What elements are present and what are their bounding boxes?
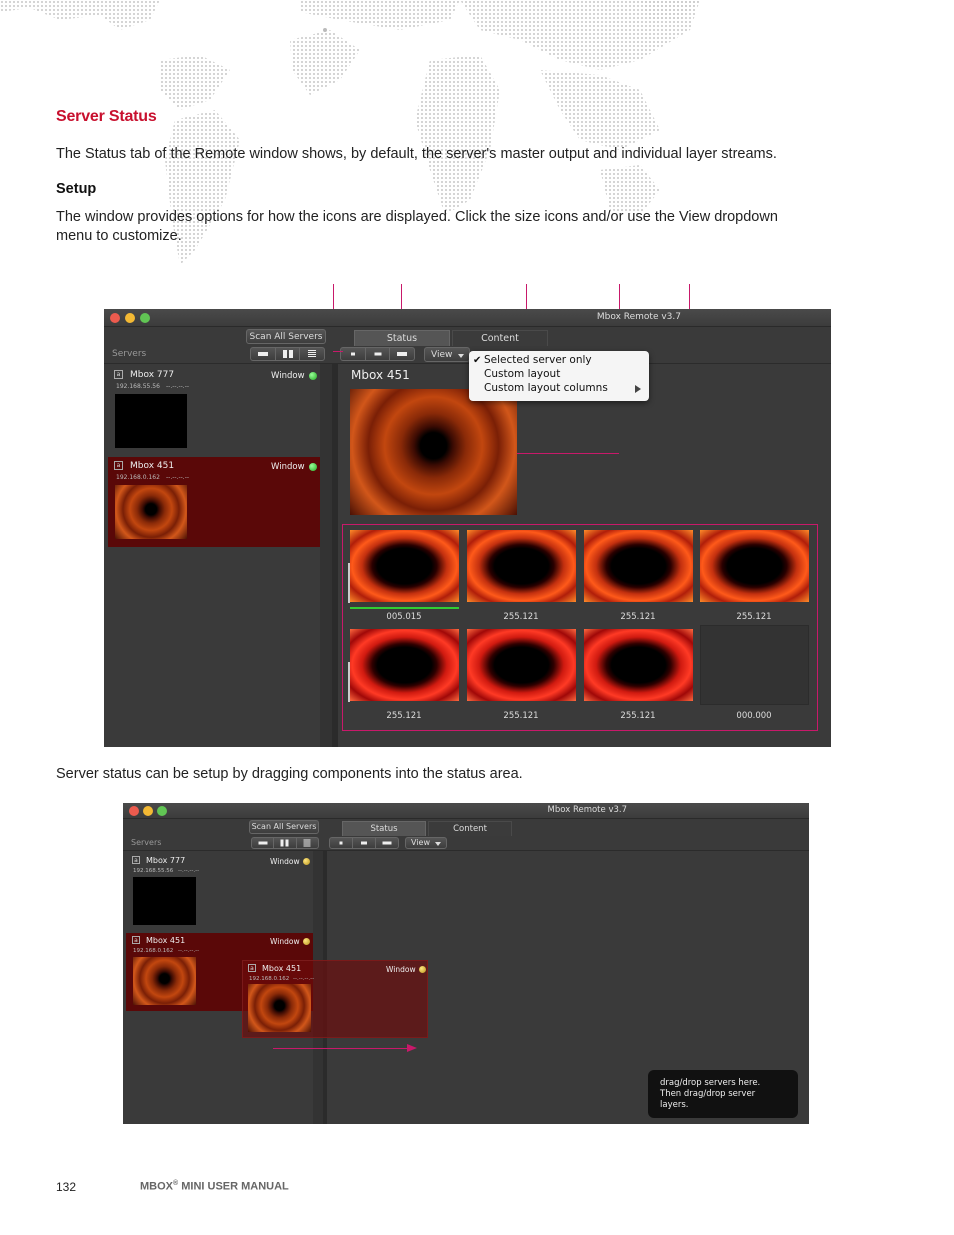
chevron-down-icon: [435, 842, 441, 846]
tab-content[interactable]: Content: [452, 330, 548, 346]
menu-item-selected-server-only[interactable]: Selected server only: [484, 354, 592, 366]
layer-value: 255.121: [620, 612, 656, 622]
layer-4-stream: [700, 530, 809, 602]
layer-1-progress: [350, 607, 459, 609]
server-mask: --.--.--.--: [178, 948, 200, 954]
main-size-icons[interactable]: [340, 347, 415, 361]
window-toggle-label[interactable]: Window: [270, 857, 300, 866]
server-ip: 192.168.0.162: [116, 474, 160, 481]
layer-value: 255.121: [503, 612, 539, 622]
remote-window-screenshot-1: [104, 309, 831, 747]
window-toggle-label: Window: [386, 965, 416, 974]
server-index-icon: a: [114, 461, 123, 470]
server-ip: 192.168.55.56: [133, 868, 174, 874]
large-size-icon[interactable]: [390, 348, 414, 360]
server-thumbnail: [133, 877, 196, 925]
view-dropdown-label: View: [411, 838, 430, 847]
layer-value: 255.121: [736, 612, 772, 622]
minimize-window-button[interactable]: [143, 806, 153, 816]
server-name: Mbox 451: [130, 461, 175, 471]
layer-1-stream: [350, 530, 459, 602]
server-name: Mbox 451: [262, 964, 302, 973]
tab-status[interactable]: Status: [354, 330, 450, 346]
list-size-icon[interactable]: [300, 348, 324, 360]
server-ip: 192.168.55.56: [116, 383, 160, 390]
chevron-down-icon: [458, 354, 464, 358]
footer-manual-title: [140, 1180, 289, 1193]
servers-label: Servers: [131, 838, 162, 847]
footer-brand: MBOX: [140, 1180, 173, 1193]
server-index-icon: a: [132, 856, 140, 864]
main-size-icons[interactable]: [329, 837, 399, 849]
section-heading: Server Status: [56, 108, 157, 125]
footer-registered-mark: ®: [173, 1180, 179, 1187]
menu-item-custom-layout[interactable]: Custom layout: [484, 368, 561, 380]
submenu-arrow-icon: [635, 385, 641, 393]
minimize-window-button[interactable]: [125, 313, 135, 323]
intro-paragraph: The Status tab of the Remote window shows, by default, the server's master output and individual layer streams.: [56, 146, 777, 162]
zoom-window-button[interactable]: [140, 313, 150, 323]
layer-value: 255.121: [386, 711, 422, 721]
large-size-icon[interactable]: [376, 838, 398, 848]
view-dropdown[interactable]: [405, 837, 447, 849]
menu-item-custom-layout-columns[interactable]: Custom layout columns: [484, 382, 608, 394]
server-card-mbox-777[interactable]: [108, 366, 320, 456]
server-card-mbox-451[interactable]: [108, 457, 320, 547]
scan-all-servers-button[interactable]: Scan All Servers: [249, 820, 319, 834]
close-window-button[interactable]: [129, 806, 139, 816]
zoom-window-button[interactable]: [157, 806, 167, 816]
layer-6-stream: [467, 629, 576, 701]
server-thumbnail: [133, 957, 196, 1005]
window-title: Mbox Remote v3.7: [547, 805, 627, 815]
server-index-icon: a: [248, 964, 256, 972]
list-size-icon[interactable]: [297, 838, 318, 848]
medium-size-icon[interactable]: [353, 838, 376, 848]
servers-label: Servers: [112, 349, 147, 359]
drag-arrow-head-icon: [407, 1044, 417, 1052]
master-output-stream: [350, 389, 517, 515]
server-name: Mbox 777: [146, 856, 186, 865]
layer-7-stream: [584, 629, 693, 701]
window-titlebar: [104, 309, 831, 327]
status-dot-icon: [309, 463, 317, 471]
dragged-server-card[interactable]: [242, 960, 428, 1038]
view-dropdown-label: View: [431, 350, 453, 360]
tab-status[interactable]: Status: [342, 821, 426, 836]
server-mask: --.--.--.--: [178, 868, 200, 874]
server-index-icon: a: [114, 370, 123, 379]
window-titlebar: [123, 803, 809, 819]
server-thumbnail: [248, 984, 311, 1032]
server-card-mbox-777[interactable]: [127, 853, 313, 931]
layer-value: 000.000: [736, 711, 772, 721]
main-server-title: Mbox 451: [351, 368, 410, 382]
server-mask: --.--.--.--: [166, 383, 190, 390]
setup-paragraph-line-1: The window provides options for how the icons are displayed. Click the size icons and/or use the View dropdown: [56, 209, 778, 225]
sidebar-size-icons[interactable]: [251, 837, 319, 849]
tab-content[interactable]: Content: [428, 821, 512, 836]
server-mask: --.--.--.--: [293, 976, 315, 982]
setup-paragraph-line-2: menu to customize.: [56, 228, 182, 244]
window-toggle-label[interactable]: Window: [271, 462, 305, 472]
server-mask: --.--.--.--: [166, 474, 190, 481]
small-size-icon[interactable]: [330, 838, 353, 848]
status-dot-icon: [309, 372, 317, 380]
layer-3-stream: [584, 530, 693, 602]
medium-size-icon[interactable]: [366, 348, 391, 360]
small-size-icon[interactable]: [251, 348, 276, 360]
window-title: Mbox Remote v3.7: [596, 312, 681, 322]
page-number: 132: [56, 1180, 77, 1194]
small-size-icon[interactable]: [252, 838, 274, 848]
status-dot-icon: [303, 938, 310, 945]
hint-line-1: drag/drop servers here.: [660, 1078, 761, 1088]
checkmark-icon: ✔: [473, 355, 482, 366]
close-window-button[interactable]: [110, 313, 120, 323]
view-dropdown[interactable]: [424, 347, 470, 362]
subsection-heading: Setup: [56, 181, 97, 197]
hint-line-2: Then drag/drop server layers.: [660, 1089, 756, 1110]
drag-arrow: [273, 1048, 413, 1049]
server-thumbnail: [115, 394, 187, 448]
sidebar-size-icons[interactable]: [250, 347, 325, 361]
server-thumbnail: [115, 485, 187, 539]
status-dot-icon: [303, 858, 310, 865]
scan-all-servers-button[interactable]: Scan All Servers: [246, 329, 326, 344]
window-toggle-label[interactable]: Window: [271, 371, 305, 381]
small-size-icon[interactable]: [341, 348, 366, 360]
split-pane-divider[interactable]: [332, 364, 338, 747]
server-name: Mbox 451: [146, 936, 186, 945]
layer-value: 005.015: [386, 612, 422, 622]
layer-2-stream: [467, 530, 576, 602]
grid-size-icon[interactable]: [276, 348, 301, 360]
server-ip: 192.168.0.162: [249, 976, 290, 982]
footer-rest: MINI USER MANUAL: [178, 1180, 289, 1193]
window-toggle-label[interactable]: Window: [270, 937, 300, 946]
view-dropdown-menu: [469, 351, 649, 401]
layer-value: 255.121: [620, 711, 656, 721]
drag-drop-hint: [648, 1070, 798, 1118]
server-index-icon: a: [132, 936, 140, 944]
sidebar-scrollbar[interactable]: [320, 364, 332, 747]
grid-size-icon[interactable]: [274, 838, 296, 848]
remote-window-screenshot-2: [123, 803, 809, 1124]
server-name: Mbox 777: [130, 370, 175, 380]
status-dot-icon: [419, 966, 426, 973]
layer-8-stream: [700, 625, 809, 705]
between-paragraph: Server status can be setup by dragging components into the status area.: [56, 766, 523, 782]
server-ip: 192.168.0.162: [133, 948, 174, 954]
layer-value: 255.121: [503, 711, 539, 721]
layer-5-stream: [350, 629, 459, 701]
